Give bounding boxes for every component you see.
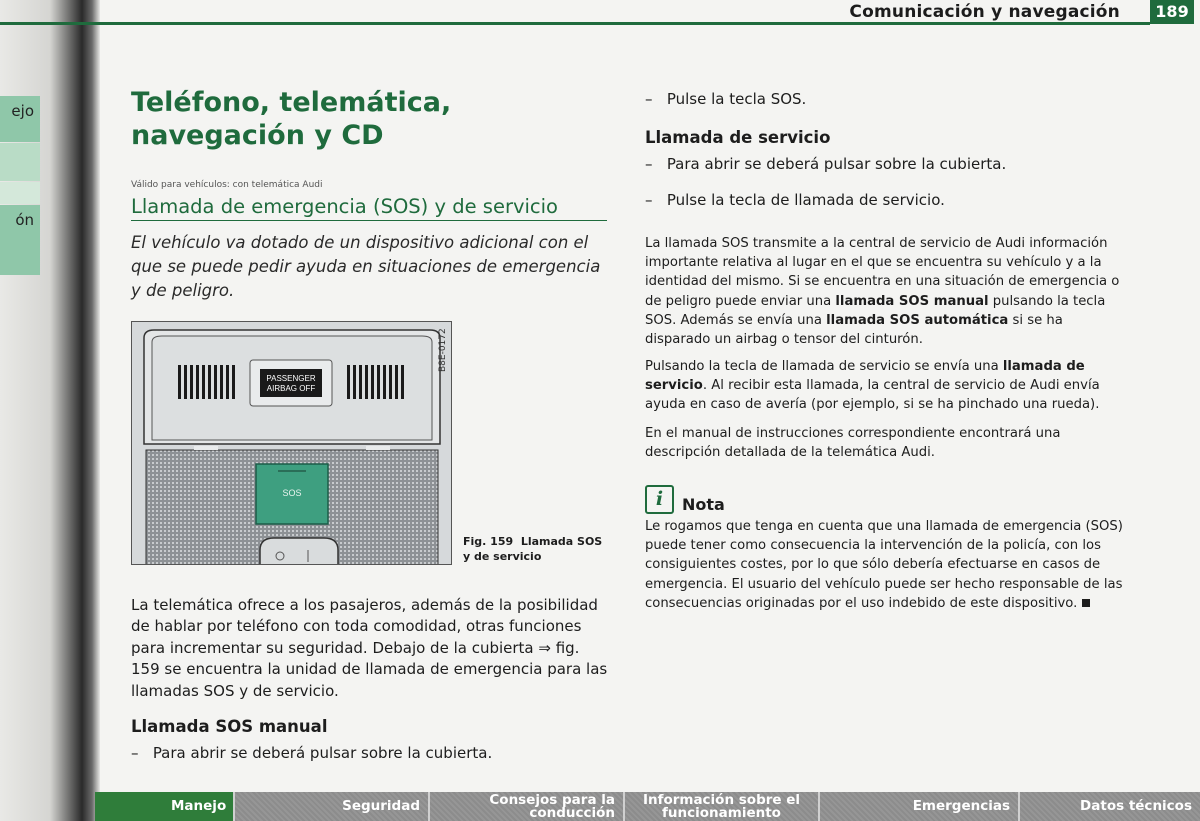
chapter-title: Teléfono, telemática, navegación y CD: [131, 87, 452, 151]
nav-tab-manejo[interactable]: Manejo: [95, 792, 235, 821]
page-number: 189: [1150, 0, 1194, 24]
sos-label: SOS: [282, 488, 302, 498]
figure-caption: [463, 534, 613, 564]
edge-tab-spacer-2: [0, 182, 40, 204]
figure-caption-text: Llamada SOS y de servicio: [463, 535, 603, 563]
nav-tab-informacion[interactable]: Información sobre el funcionamiento: [625, 792, 820, 821]
section-title: Comunicación y navegación: [849, 2, 1120, 22]
info-icon: i: [645, 485, 674, 514]
note-text: Le rogamos que tenga en cuenta que una llamada de emergencia (SOS) puede tener como consecuencia la intervención de la policía, con los consiguientes costes, por lo que sólo debería efectuarse en casos de emergencia. El usuario del vehículo puede ser hecho responsable de las consecuencias originadas por el uso indebido de este dispositivo.: [645, 519, 1123, 611]
telematics-paragraph: La telemática ofrece a los pasajeros, además de la posibilidad de hablar por teléfono con toda comodidad, otras funciones para incrementar su seguridad. Debajo de la cubierta ⇒ fig. 159 se encuentra la unidad de llamada de emergencia para las llamadas SOS y de servicio.: [131, 596, 608, 700]
passenger-label: PASSENGER: [266, 374, 316, 383]
nav-tab-consejos[interactable]: Consejos para la conducción: [430, 792, 625, 821]
sos-info-paragraph: La llamada SOS transmite a la central de servicio de Audi información importante relativa al lugar en el que se encuentra su vehículo y a la identidad del mismo. Si se encuentra en una situación de emergencia o de peligro puede enviar una llamada SOS manual pulsando la tecla SOS. Además se envía una llamada SOS automática si se ha disparado un airbag o tensor del cinturón.: [645, 236, 1120, 348]
manual-step-2: – Pulse la tecla SOS.: [645, 90, 807, 108]
intro-text: El vehículo va dotado de un dispositivo adicional con el que se puede pedir ayuda en situaciones de emergencia y de peligro.: [131, 233, 601, 300]
figure-sos-console: [131, 321, 452, 565]
end-mark-icon: [1082, 599, 1090, 607]
sos-console-illustration: [132, 322, 452, 565]
edge-tab-spacer: [0, 143, 40, 181]
service-step-2: – Pulse la tecla de llamada de servicio.: [645, 191, 945, 209]
header-rule: [0, 22, 1150, 25]
airbag-off-label: AIRBAG OFF: [266, 384, 316, 393]
manual-sos-heading: Llamada SOS manual: [131, 717, 328, 736]
main-heading: Llamada de emergencia (SOS) y de servicio: [131, 195, 607, 221]
nav-tab-datos-tecnicos[interactable]: Datos técnicos: [1020, 792, 1200, 821]
service-step-1: – Para abrir se deberá pulsar sobre la cubierta.: [645, 155, 1007, 173]
applies-to-note: Válido para vehículos: con telemática Audi: [131, 180, 323, 190]
figure-code: B8E-0172: [438, 328, 448, 372]
service-call-heading: Llamada de servicio: [645, 128, 831, 147]
nav-tab-emergencias[interactable]: Emergencias: [820, 792, 1020, 821]
service-switch: [260, 538, 338, 565]
edge-tab-section: ón: [0, 205, 40, 275]
service-info-paragraph: Pulsando la tecla de llamada de servicio se envía una llamada de servicio. Al recibir esta llamada, la central de servicio de Audi envía ayuda en caso de avería (por ejemplo, si se ha pinchado una rueda).: [645, 359, 1100, 413]
note-title: Nota: [682, 495, 725, 514]
nav-tab-seguridad[interactable]: Seguridad: [235, 792, 430, 821]
figure-number: Fig. 159: [463, 535, 514, 548]
manual-reference-paragraph: En el manual de instrucciones correspondiente encontrará una descripción detallada de la telemática Audi.: [645, 426, 1061, 461]
manual-step-1: – Para abrir se deberá pulsar sobre la cubierta.: [131, 744, 493, 762]
edge-tab-manejo: ejo: [0, 96, 40, 142]
footer-nav: [95, 792, 1200, 821]
